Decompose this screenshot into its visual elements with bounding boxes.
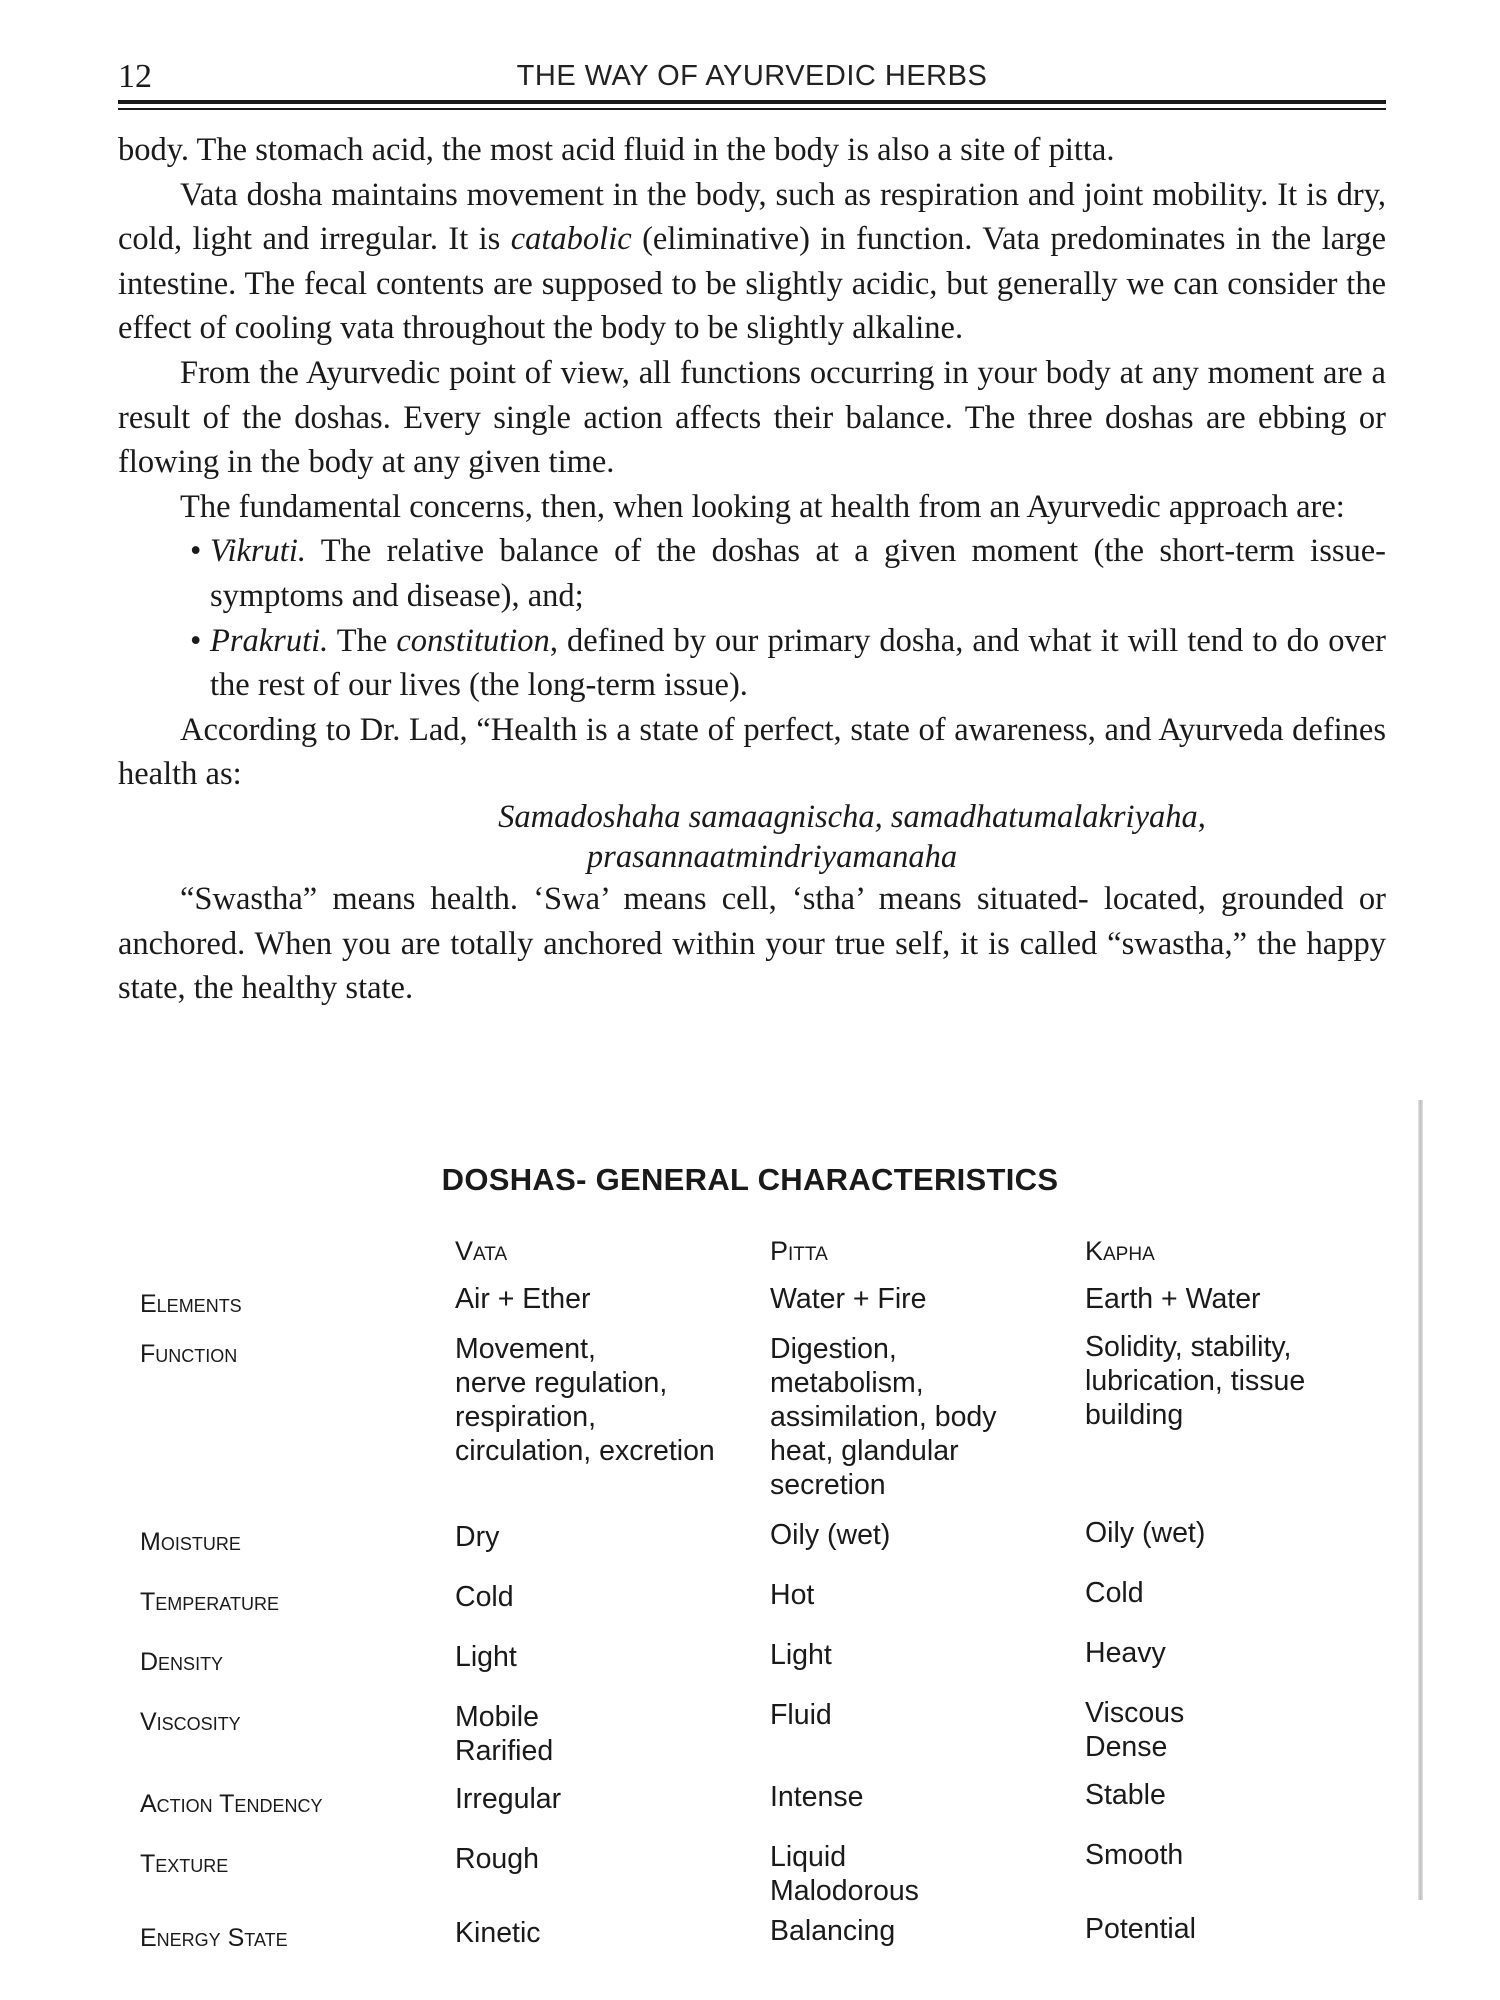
cell-kapha-energy-state: Potential: [1085, 1913, 1196, 1945]
row-label-function: Function: [140, 1340, 238, 1368]
cell-pitta-function: Digestion, metabolism, assimilation, body heat, glandular secretion: [770, 1333, 997, 1501]
bullet-term: Vikruti.: [210, 533, 306, 570]
row-label-elements: Elements: [140, 1290, 242, 1318]
cell-vata-density: Light: [455, 1641, 517, 1673]
cell-vata-texture: Rough: [455, 1843, 539, 1875]
page-edge-shadow: [1418, 1100, 1423, 1900]
cell-kapha-viscosity: Viscous Dense: [1085, 1697, 1185, 1763]
cell-vata-action-tendency: Irregular: [455, 1783, 562, 1815]
cell-pitta-elements: Water + Fire: [770, 1283, 927, 1315]
cell-kapha-temperature: Cold: [1085, 1577, 1144, 1609]
page-header: [118, 58, 1386, 98]
cell-pitta-texture: Liquid Malodorous: [770, 1841, 919, 1907]
bullet-icon: •: [190, 533, 202, 570]
bullet-item-prakruti: • Prakruti. The constitution, defined by our primary dosha, and what it will tend to do over the rest of our lives (the long-term issue).: [118, 619, 1386, 708]
cell-vata-elements: Air + Ether: [455, 1283, 591, 1315]
header-rule-thick: [118, 100, 1386, 104]
emphasis-term: constitution: [396, 622, 550, 659]
cell-pitta-moisture: Oily (wet): [770, 1519, 891, 1551]
cell-kapha-elements: Earth + Water: [1085, 1283, 1261, 1315]
cell-pitta-density: Light: [770, 1639, 832, 1671]
cell-vata-energy-state: Kinetic: [455, 1917, 541, 1949]
row-label-density: Density: [140, 1648, 224, 1676]
column-header-pitta: Pitta: [770, 1236, 828, 1266]
paragraph: From the Ayurvedic point of view, all functions occurring in your body at any moment are a result of the doshas. Every single action affects their balance. The three doshas are ebbing or flowing in the body at any given time.: [118, 354, 1386, 481]
cell-vata-temperature: Cold: [455, 1581, 514, 1613]
row-label-temperature: Temperature: [140, 1588, 279, 1616]
cell-kapha-texture: Smooth: [1085, 1839, 1184, 1871]
row-label-action-tendency: Action Tendency: [140, 1790, 323, 1818]
cell-kapha-function: Solidity, stability, lubrication, tissue building: [1085, 1331, 1306, 1431]
table-title: DOSHAS- GENERAL CHARACTERISTICS: [441, 1162, 1059, 1197]
paragraph: “Swastha” means health. ‘Swa’ means cell, ‘stha’ means situated- located, grounded or anchored. When you are totally anchored within your true self, it is called “swastha,” the happy state, the healthy state.: [118, 880, 1386, 1007]
paragraph: Vata dosha maintains movement in the body, such as respiration and joint mobility. It is dry, cold, light and irregular. It is catabolic (eliminative) in function. Vata predominates in the large intestine. The fecal contents are supposed to be slightly acidic, but generally we can consider the effect of cooling vata throughout the body to be slightly alkaline.: [118, 176, 1386, 347]
header-rule-thin: [118, 108, 1386, 110]
cell-pitta-energy-state: Balancing: [770, 1915, 896, 1947]
row-label-moisture: Moisture: [140, 1528, 241, 1556]
page-number: 12: [118, 58, 152, 95]
cell-pitta-action-tendency: Intense: [770, 1781, 864, 1813]
column-header-vata: Vata: [455, 1236, 508, 1266]
body-text: [118, 128, 1386, 1011]
row-label-texture: Texture: [140, 1850, 229, 1878]
row-label-energy-state: Energy State: [140, 1924, 288, 1952]
cell-kapha-moisture: Oily (wet): [1085, 1517, 1206, 1549]
paragraph: The fundamental concerns, then, when looking at health from an Ayurvedic approach are:: [180, 488, 1345, 525]
cell-kapha-density: Heavy: [1085, 1637, 1166, 1669]
paragraph: body. The stomach acid, the most acid fluid in the body is also a site of pitta.: [118, 132, 1115, 168]
paragraph: According to Dr. Lad, “Health is a state of perfect, state of awareness, and Ayurveda defines health as:: [118, 711, 1386, 793]
row-label-viscosity: Viscosity: [140, 1708, 241, 1736]
running-title: THE WAY OF AYURVEDIC HERBS: [516, 60, 988, 92]
sanskrit-verse-line: Samadoshaha samaagnischa, samadhatumalakriyaha,: [498, 798, 1206, 835]
cell-vata-function: Movement, nerve regulation, respiration, circulation, excretion: [455, 1333, 715, 1467]
column-header-kapha: Kapha: [1085, 1236, 1155, 1266]
cell-pitta-temperature: Hot: [770, 1579, 815, 1611]
bullet-term: Prakruti.: [210, 622, 329, 659]
cell-vata-moisture: Dry: [455, 1521, 500, 1553]
cell-vata-viscosity: Mobile Rarified: [455, 1701, 554, 1767]
cell-kapha-action-tendency: Stable: [1085, 1779, 1166, 1811]
sanskrit-verse-line: prasannaatmindriyamanaha: [586, 838, 958, 875]
cell-pitta-viscosity: Fluid: [770, 1699, 832, 1731]
emphasis-term: catabolic: [510, 221, 632, 258]
bullet-icon: •: [190, 622, 202, 659]
bullet-item-vikruti: • Vikruti. The relative balance of the doshas at a given moment (the short-term issue- symptoms and disease), and;: [118, 529, 1386, 618]
